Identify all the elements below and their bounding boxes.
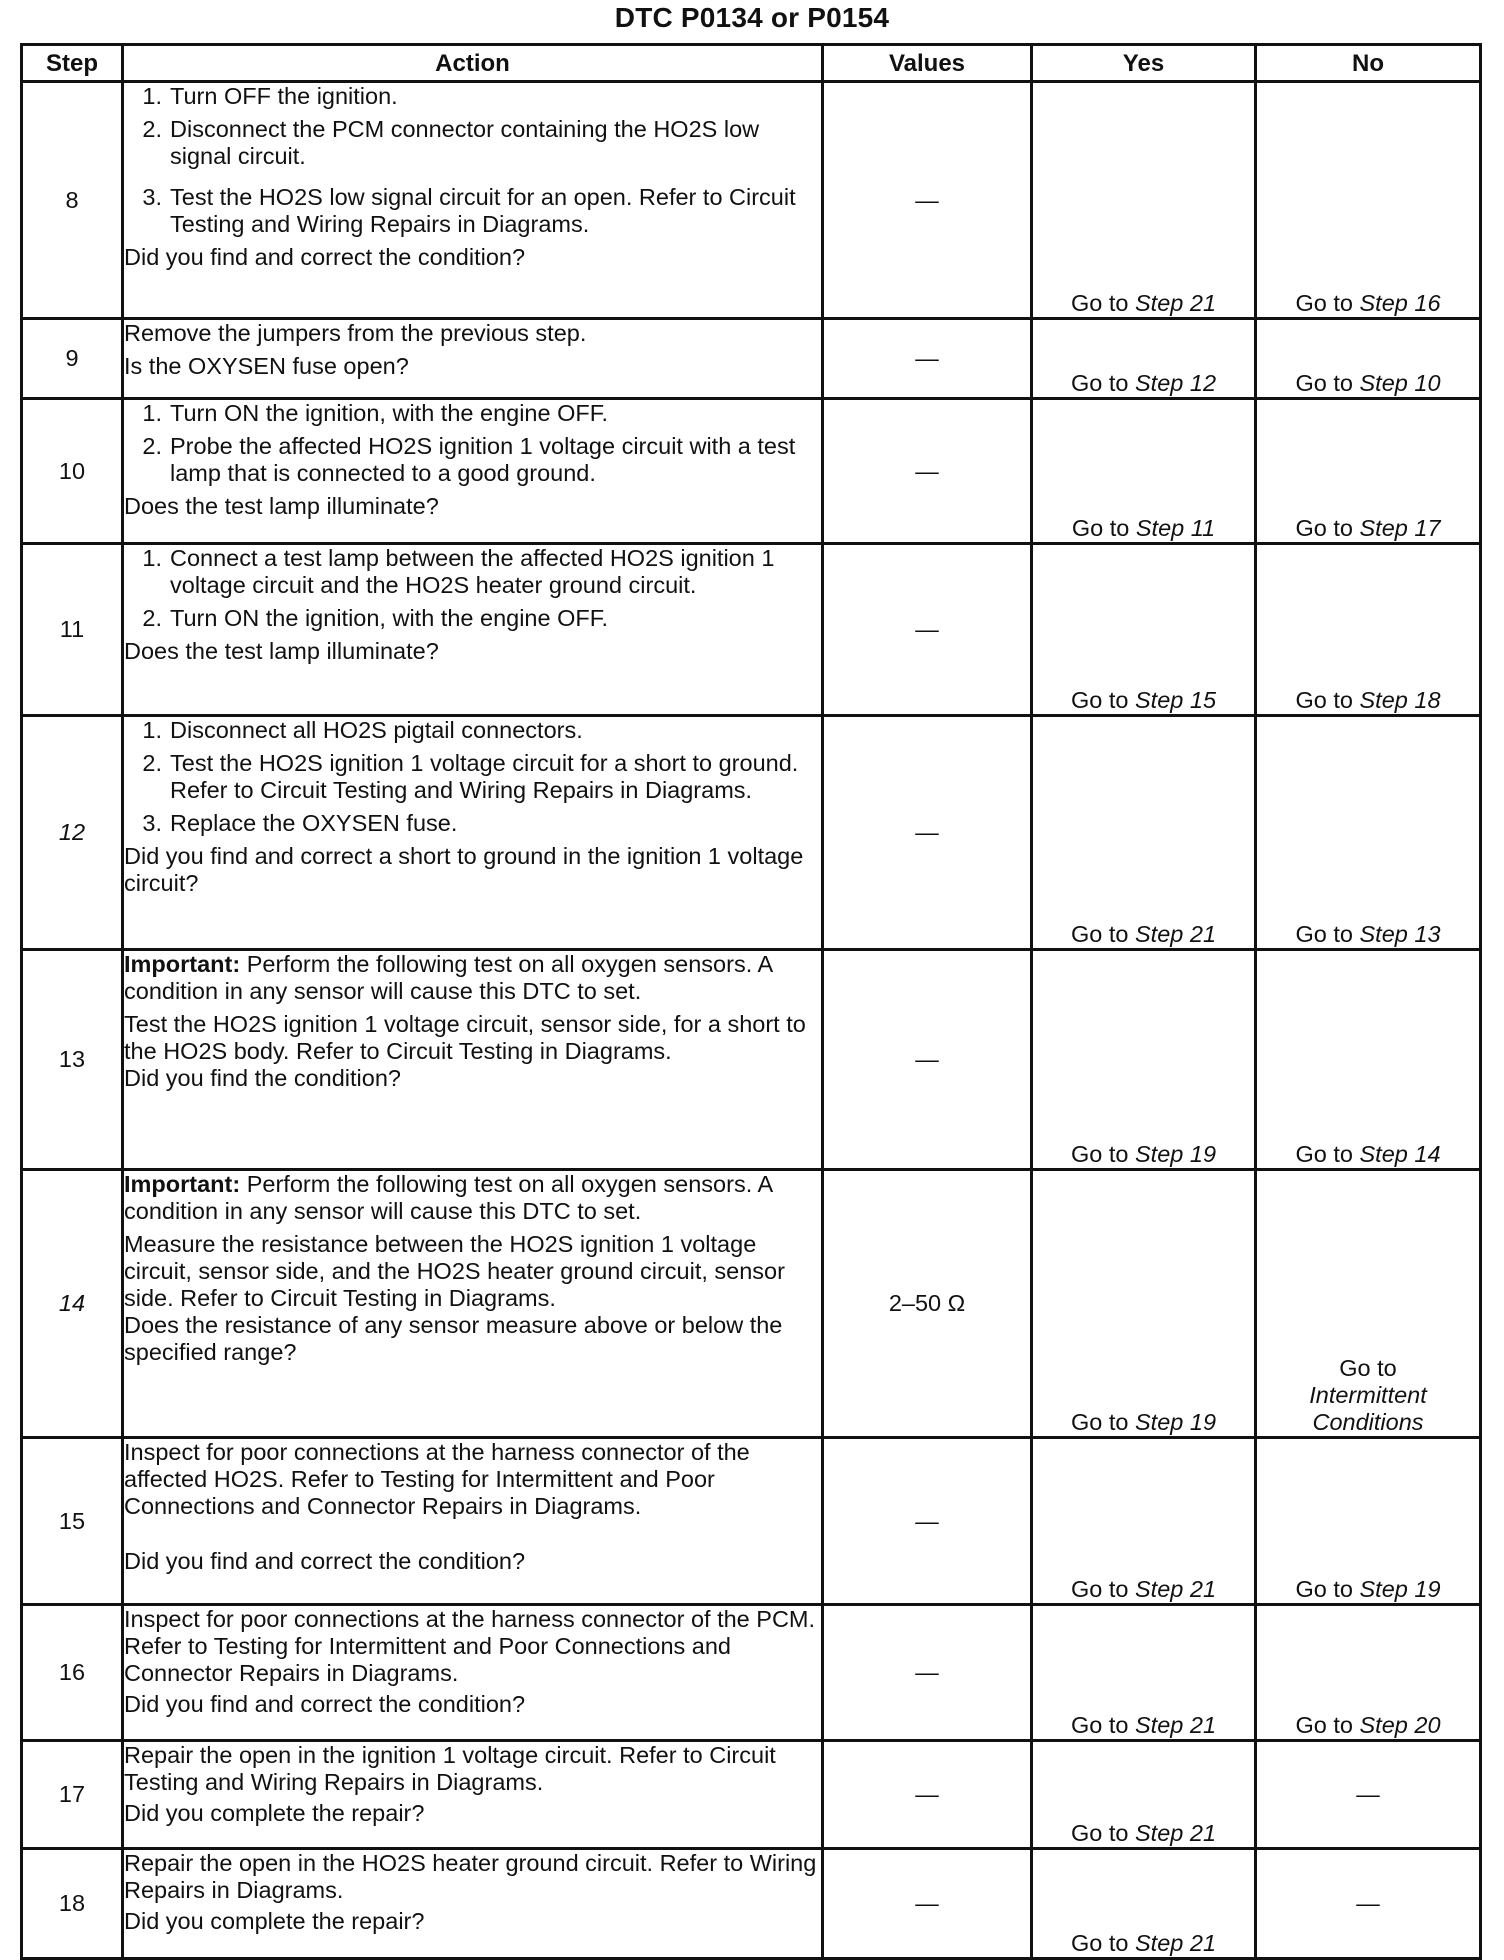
action-cell: [123, 544, 823, 716]
question: Did you find and correct the condition?: [124, 1691, 526, 1717]
table-row: [22, 1605, 1481, 1741]
important-note: Important: Perform the following test on all oxygen sensors. A condition in any sensor will cause this DTC to set.: [124, 1171, 772, 1224]
no-cell: —: [1256, 1849, 1481, 1959]
page-title: DTC P0134 or P0154: [614, 2, 890, 33]
table-row: [22, 1438, 1481, 1605]
action-cell: [123, 716, 823, 950]
yes-cell: Go to Step 12: [1032, 319, 1256, 399]
header-step: Step: [22, 45, 123, 82]
table-row: [22, 950, 1481, 1170]
action-text: Measure the resistance between the HO2S ignition 1 voltage circuit, sensor side, and the HO2S heater ground circuit, sensor side. Refer to Circuit Testing in Diagrams.: [124, 1231, 785, 1311]
yes-cell: Go to Step 21: [1032, 1438, 1256, 1605]
important-note: Important: Perform the following test on all oxygen sensors. A condition in any sensor will cause this DTC to set.: [124, 951, 772, 1004]
no-cell: Go to Step 20: [1256, 1605, 1481, 1741]
question: Did you find and correct the condition?: [124, 244, 526, 270]
action-list: [124, 717, 821, 837]
yes-cell: Go to Step 19: [1032, 1170, 1256, 1438]
step-number: 15: [22, 1438, 123, 1605]
yes-cell: Go to Step 21: [1032, 1605, 1256, 1741]
header-yes: Yes: [1032, 45, 1256, 82]
table-row: [22, 319, 1481, 399]
step-number: 12: [22, 716, 123, 950]
list-item: 3. Replace the OXYSEN fuse.: [142, 810, 458, 836]
action-cell: [123, 1170, 823, 1438]
question: Did you complete the repair?: [124, 1908, 425, 1934]
no-cell: Go to Step 16: [1256, 82, 1481, 319]
yes-cell: Go to Step 21: [1032, 1741, 1256, 1849]
value-cell: —: [823, 1438, 1032, 1605]
action-cell: [123, 1438, 823, 1605]
list-item: 2. Test the HO2S ignition 1 voltage circuit for a short to ground. Refer to Circuit Testing and Wiring Repairs in Diagrams.: [142, 750, 799, 803]
list-item: 1. Turn OFF the ignition.: [142, 83, 398, 109]
step-number: 13: [22, 950, 123, 1170]
question: Does the resistance of any sensor measure above or below the specified range?: [124, 1312, 783, 1365]
dtc-table: [20, 43, 1482, 1960]
question: Does the test lamp illuminate?: [124, 493, 439, 519]
no-cell: Go to Intermittent Conditions: [1256, 1170, 1481, 1438]
action-cell: [123, 319, 823, 399]
no-cell: —: [1256, 1741, 1481, 1849]
list-item: 1. Turn ON the ignition, with the engine OFF.: [142, 400, 609, 426]
action-cell: [123, 1605, 823, 1741]
table-row: [22, 1849, 1481, 1959]
no-cell: Go to Step 13: [1256, 716, 1481, 950]
table-row: [22, 1741, 1481, 1849]
list-item: 2. Turn ON the ignition, with the engine OFF.: [142, 605, 609, 631]
yes-cell: Go to Step 15: [1032, 544, 1256, 716]
value-cell: —: [823, 1605, 1032, 1741]
value-cell: 2–50 Ω: [823, 1170, 1032, 1438]
step-number: 8: [22, 82, 123, 319]
table-row: [22, 1170, 1481, 1438]
table-row: [22, 399, 1481, 544]
action-cell: [123, 1849, 823, 1959]
list-item: 2. Probe the affected HO2S ignition 1 voltage circuit with a test lamp that is connected to a good ground.: [142, 433, 796, 486]
value-cell: —: [823, 82, 1032, 319]
yes-cell: Go to Step 21: [1032, 82, 1256, 319]
question: Did you find and correct a short to ground in the ignition 1 voltage circuit?: [124, 843, 804, 896]
list-item: 2. Disconnect the PCM connector containing the HO2S low signal circuit.: [142, 116, 760, 169]
action-text: Test the HO2S ignition 1 voltage circuit, sensor side, for a short to the HO2S body. Refer to Circuit Testing in Diagrams.: [124, 1011, 806, 1064]
question: Did you find and correct the condition?: [124, 1548, 526, 1574]
action-cell: [123, 1741, 823, 1849]
step-number: 14: [22, 1170, 123, 1438]
action-cell: [123, 399, 823, 544]
header-values: Values: [823, 45, 1032, 82]
no-cell: Go to Step 14: [1256, 950, 1481, 1170]
value-cell: —: [823, 716, 1032, 950]
step-number: 11: [22, 544, 123, 716]
step-number: 9: [22, 319, 123, 399]
action-cell: [123, 950, 823, 1170]
step-number: 10: [22, 399, 123, 544]
yes-cell: Go to Step 21: [1032, 716, 1256, 950]
header-action: Action: [123, 45, 823, 82]
step-number: 18: [22, 1849, 123, 1959]
action-cell: [123, 82, 823, 319]
question: Did you complete the repair?: [124, 1800, 425, 1826]
action-list: [124, 400, 821, 487]
yes-cell: Go to Step 21: [1032, 1849, 1256, 1959]
table-row: [22, 716, 1481, 950]
value-cell: —: [823, 399, 1032, 544]
value-cell: —: [823, 319, 1032, 399]
action-text: Repair the open in the ignition 1 voltage circuit. Refer to Circuit Testing and Wiring Repairs in Diagrams.: [124, 1742, 776, 1795]
value-cell: —: [823, 950, 1032, 1170]
question: Does the test lamp illuminate?: [124, 638, 439, 664]
value-cell: —: [823, 1741, 1032, 1849]
yes-cell: Go to Step 19: [1032, 950, 1256, 1170]
header-row: [22, 45, 1481, 82]
yes-cell: Go to Step 11: [1032, 399, 1256, 544]
action-text: Inspect for poor connections at the harness connector of the affected HO2S. Refer to Testing for Intermittent and Poor Connections and Connector Repairs in Diagrams.: [124, 1439, 750, 1519]
step-number: 16: [22, 1605, 123, 1741]
no-cell: Go to Step 10: [1256, 319, 1481, 399]
action-list: [124, 545, 821, 632]
step-number: 17: [22, 1741, 123, 1849]
action-text: Repair the open in the HO2S heater ground circuit. Refer to Wiring Repairs in Diagrams.: [124, 1850, 817, 1903]
no-cell: Go to Step 18: [1256, 544, 1481, 716]
value-cell: —: [823, 544, 1032, 716]
question: Is the OXYSEN fuse open?: [124, 353, 409, 379]
no-cell: Go to Step 19: [1256, 1438, 1481, 1605]
action-text: Remove the jumpers from the previous step.: [124, 320, 587, 346]
no-cell: Go to Step 17: [1256, 399, 1481, 544]
action-list: [124, 83, 821, 238]
list-item: 3. Test the HO2S low signal circuit for an open. Refer to Circuit Testing and Wiring Repairs in Diagrams.: [142, 184, 796, 237]
header-no: No: [1256, 45, 1481, 82]
question: Did you find the condition?: [124, 1065, 401, 1091]
table-row: [22, 82, 1481, 319]
table-row: [22, 544, 1481, 716]
action-text: Inspect for poor connections at the harness connector of the PCM. Refer to Testing for Intermittent and Poor Connections and Connector Repairs in Diagrams.: [124, 1606, 816, 1686]
value-cell: —: [823, 1849, 1032, 1959]
list-item: 1. Connect a test lamp between the affected HO2S ignition 1 voltage circuit and the HO2S heater ground circuit.: [142, 545, 775, 598]
list-item: 1. Disconnect all HO2S pigtail connectors.: [142, 717, 583, 743]
